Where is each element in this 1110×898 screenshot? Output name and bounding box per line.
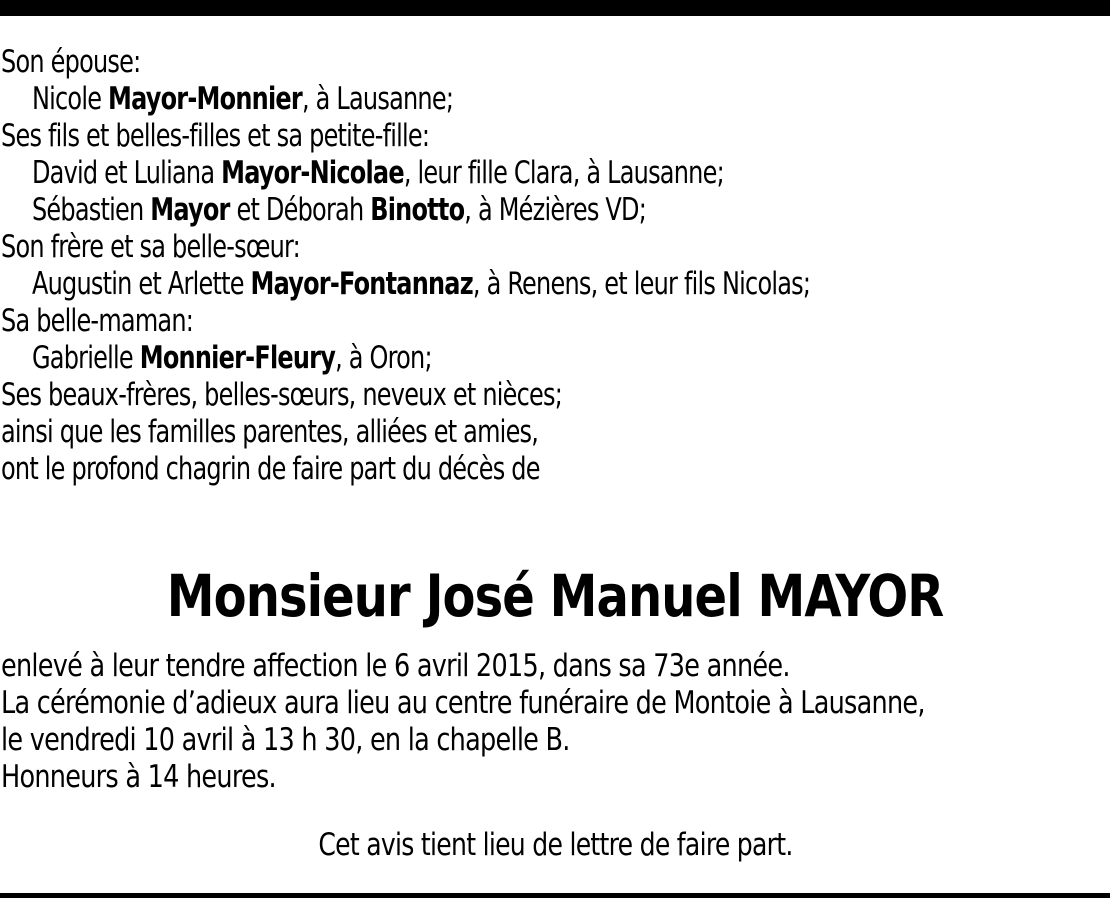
sibling-entry	[1, 266, 954, 303]
announcement-line: ont le profond chagrin de faire part du décès de	[1, 451, 540, 487]
inlaw-first: Gabrielle	[31, 340, 140, 376]
inlaw-entry	[1, 340, 954, 377]
inlaw-rest: , à Oron;	[335, 340, 432, 376]
top-border-rule	[0, 0, 1110, 16]
spouse-heading: Son épouse:	[1, 44, 141, 80]
child2-surname1: Mayor	[150, 192, 230, 228]
sibling-heading: Son frère et sa belle-sœur:	[1, 229, 300, 265]
closing-note	[0, 827, 1110, 864]
child2-rest: , à Mézières VD;	[464, 192, 647, 228]
relatives-line: Ses beaux-frères, belles-sœurs, neveux et nièces;	[1, 377, 563, 413]
child1-rest: , leur fille Clara, à Lausanne;	[403, 155, 724, 191]
children-heading: Ses fils et belles-filles et sa petite-fille:	[1, 118, 430, 154]
child2-middle: et Déborah	[229, 192, 371, 228]
passed-away-line: enlevé à leur tendre affection le 6 avril 2015, dans sa 73e année.	[1, 648, 790, 684]
child2-first: Sébastien	[31, 192, 151, 228]
closing-text: Cet avis tient lieu de lettre de faire part.	[317, 827, 793, 863]
spouse-entry	[1, 81, 954, 118]
ceremony-line: La cérémonie d’adieux aura lieu au centre funéraire de Montoie à Lausanne,	[1, 685, 925, 721]
spouse-rest: , à Lausanne;	[301, 81, 454, 117]
inlaw-heading: Sa belle-maman:	[1, 303, 194, 339]
child1-first: David et Luliana	[31, 155, 222, 191]
sibling-rest: , à Renens, et leur fils Nicolas;	[472, 266, 811, 302]
sibling-surname: Mayor-Fontannaz	[250, 266, 473, 302]
child1-entry	[1, 155, 954, 192]
family-list	[1, 44, 1109, 488]
bottom-border-rule	[0, 893, 1110, 898]
child1-surname: Mayor-Nicolae	[221, 155, 404, 191]
ceremony-details	[1, 648, 1109, 796]
families-line: ainsi que les familles parentes, alliées et amies,	[1, 414, 539, 450]
spouse-surname: Mayor-Monnier	[108, 81, 302, 117]
deceased-name-heading	[0, 556, 1110, 636]
deceased-name: Monsieur José Manuel MAYOR	[166, 562, 944, 630]
child2-surname2: Binotto	[370, 192, 465, 228]
date-line: le vendredi 10 avril à 13 h 30, en la chapelle B.	[1, 722, 570, 758]
child2-entry	[1, 192, 954, 229]
honours-line: Honneurs à 14 heures.	[1, 759, 276, 795]
sibling-first: Augustin et Arlette	[31, 266, 251, 302]
spouse-first: Nicole	[31, 81, 109, 117]
inlaw-surname: Monnier-Fleury	[139, 340, 336, 376]
